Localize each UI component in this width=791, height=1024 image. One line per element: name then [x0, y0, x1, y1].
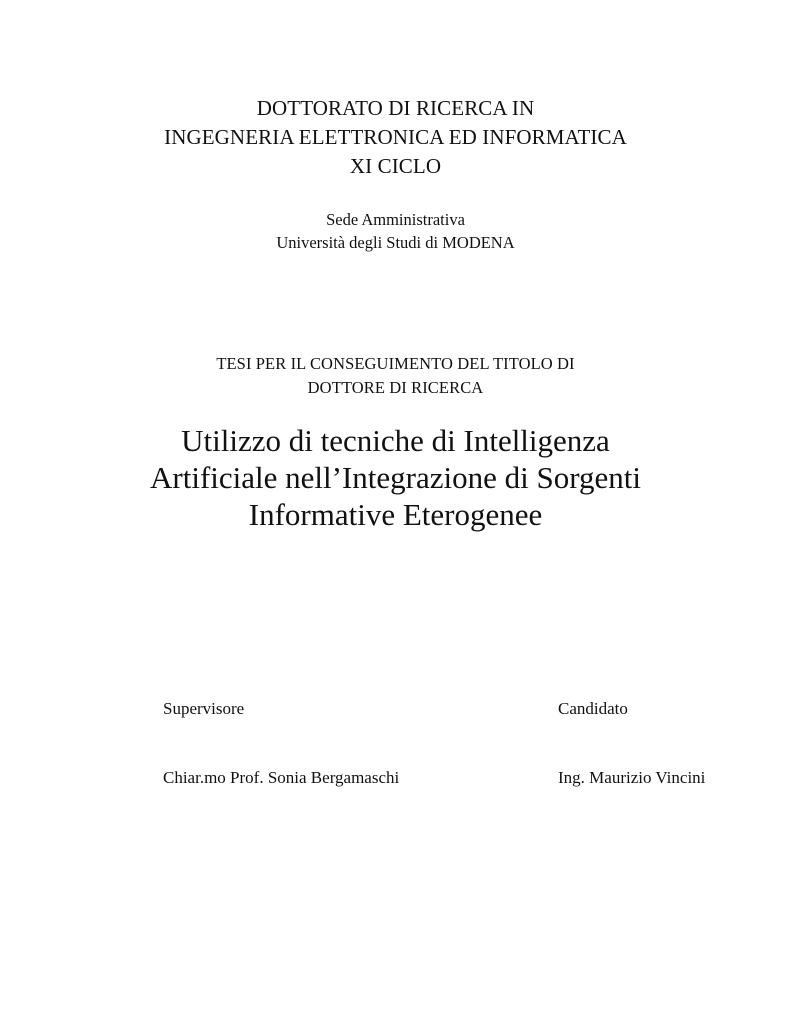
thesis-purpose-line-1: TESI PER IL CONSEGUIMENTO DEL TITOLO DI: [216, 354, 575, 373]
program-line-2: INGEGNERIA ELETTRONICA ED INFORMATICA: [164, 125, 627, 149]
doctoral-program-heading: [0, 94, 791, 181]
candidate-label: Candidato: [558, 699, 628, 718]
title-line-1: Utilizzo di tecniche di Intelligenza: [181, 423, 610, 458]
thesis-purpose: [0, 352, 791, 400]
title-line-3: Informative Eterogenee: [248, 497, 543, 532]
program-line-1: DOTTORATO DI RICERCA IN: [256, 96, 535, 120]
administrative-seat: [0, 208, 791, 254]
candidate-name: Ing. Maurizio Vincini: [558, 768, 706, 787]
supervisor-name: Chiar.mo Prof. Sonia Bergamaschi: [163, 768, 400, 787]
thesis-purpose-line-2: DOTTORE DI RICERCA: [307, 378, 484, 397]
seat-line-1: Sede Amministrativa: [326, 210, 465, 229]
seat-line-2: Università degli Studi di MODENA: [276, 233, 515, 252]
supervisor-label: Supervisore: [163, 699, 245, 718]
thesis-title: [0, 422, 791, 533]
program-line-3: XI CICLO: [349, 154, 442, 178]
title-line-2: Artificiale nell’Integrazione di Sorgenti: [150, 460, 641, 495]
